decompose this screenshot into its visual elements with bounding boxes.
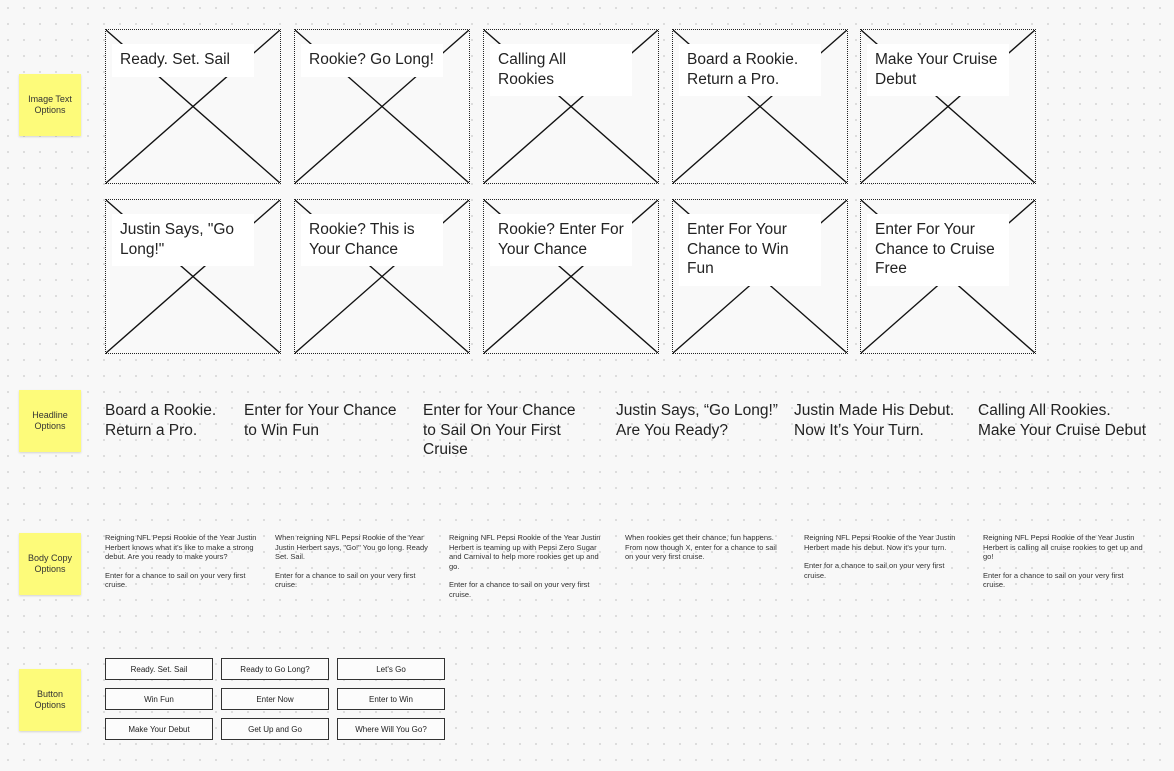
image-placeholder-frame[interactable] (294, 29, 470, 184)
button-option[interactable]: Get Up and Go (221, 718, 329, 740)
image-placeholder-frame[interactable] (672, 199, 848, 354)
image-text-label: Ready. Set. Sail (112, 44, 254, 77)
body-copy-paragraph: Reigning NFL Pepsi Rookie of the Year Justin Herbert is calling all cruise rookies to get up and go! (983, 533, 1143, 561)
headline-option[interactable]: Justin Made His Debut. Now It’s Your Turn. (794, 402, 955, 439)
image-text-label: Board a Rookie. Return a Pro. (679, 44, 821, 96)
sticky-image-text-options[interactable] (19, 74, 81, 136)
body-copy-paragraph: Reigning NFL Pepsi Rookie of the Year Justin Herbert knows what it's like to make a strong debut. Are you ready to make yours? (105, 533, 257, 561)
sticky-body-copy-options[interactable] (19, 533, 81, 595)
button-option[interactable]: Where Will You Go? (337, 718, 445, 740)
headline-option[interactable]: Justin Says, “Go Long!” Are You Ready? (616, 402, 778, 439)
sticky-label: Image Text Options (28, 94, 72, 115)
image-text-label: Calling All Rookies (490, 44, 632, 96)
image-placeholder-frame[interactable] (105, 29, 281, 184)
image-placeholder-frame[interactable] (860, 29, 1036, 184)
image-text-label: Justin Says, "Go Long!" (112, 214, 254, 266)
body-copy-option[interactable] (449, 533, 611, 608)
headline-option[interactable]: Calling All Rookies. Make Your Cruise Debut (978, 402, 1147, 439)
body-copy-option[interactable] (105, 533, 267, 599)
sticky-label: Body Copy Options (27, 553, 73, 574)
sticky-button-options[interactable] (19, 669, 81, 731)
image-text-label: Rookie? This is Your Chance (301, 214, 443, 266)
button-option[interactable]: Ready. Set. Sail (105, 658, 213, 680)
sticky-label: Button Options (34, 689, 66, 710)
body-copy-paragraph: Enter for a chance to sail on your very first cruise. (449, 580, 590, 599)
image-text-label: Enter For Your Chance to Cruise Free (867, 214, 1009, 286)
body-copy-paragraph: Enter for a chance to sail on your very first cruise. (105, 570, 246, 589)
body-copy-option[interactable] (804, 533, 966, 589)
image-placeholder-frame[interactable] (672, 29, 848, 184)
body-copy-paragraph: When reigning NFL Pepsi Rookie of the Year Justin Herbert says, "Go!" You go long. Ready Set. Sail. (275, 533, 428, 561)
image-placeholder-frame[interactable] (483, 29, 659, 184)
body-copy-paragraph: Reigning NFL Pepsi Rookie of the Year Justin Herbert made his debut. Now it's your turn. (804, 533, 956, 552)
image-text-label: Make Your Cruise Debut (867, 44, 1009, 96)
image-text-label: Rookie? Enter For Your Chance (490, 214, 632, 266)
image-text-label: Enter For Your Chance to Win Fun (679, 214, 821, 286)
sticky-headline-options[interactable] (19, 390, 81, 452)
headline-option[interactable]: Enter for Your Chance to Win Fun (244, 402, 397, 439)
body-copy-paragraph: Reigning NFL Pepsi Rookie of the Year Justin Herbert is teaming up with Pepsi Zero Sugar and Carnival to help more rookies get up and go. (449, 533, 601, 571)
button-option[interactable]: Win Fun (105, 688, 213, 710)
image-placeholder-frame[interactable] (294, 199, 470, 354)
image-placeholder-frame[interactable] (483, 199, 659, 354)
button-option[interactable]: Enter Now (221, 688, 329, 710)
body-copy-option[interactable] (275, 533, 437, 599)
button-option[interactable]: Ready to Go Long? (221, 658, 329, 680)
image-placeholder-frame[interactable] (860, 199, 1036, 354)
body-copy-paragraph: Enter for a chance to sail on your very first cruise. (983, 570, 1124, 589)
image-placeholder-frame[interactable] (105, 199, 281, 354)
image-text-label: Rookie? Go Long! (301, 44, 443, 77)
button-option[interactable]: Let's Go (337, 658, 445, 680)
button-option[interactable]: Enter to Win (337, 688, 445, 710)
body-copy-option[interactable] (625, 533, 787, 571)
headline-option[interactable]: Enter for Your Chance to Sail On Your First Cruise (423, 402, 576, 458)
body-copy-paragraph: When rookies get their chance, fun happens. From now though X, enter for a chance to sail on your very first cruise. (625, 533, 777, 561)
button-option[interactable]: Make Your Debut (105, 718, 213, 740)
body-copy-option[interactable] (983, 533, 1145, 599)
sticky-label: Headline Options (32, 410, 68, 431)
body-copy-paragraph: Enter for a chance to sail on your very first cruise. (804, 561, 945, 580)
body-copy-paragraph: Enter for a chance to sail on your very first cruise. (275, 570, 416, 589)
headline-option[interactable]: Board a Rookie. Return a Pro. (105, 402, 217, 439)
